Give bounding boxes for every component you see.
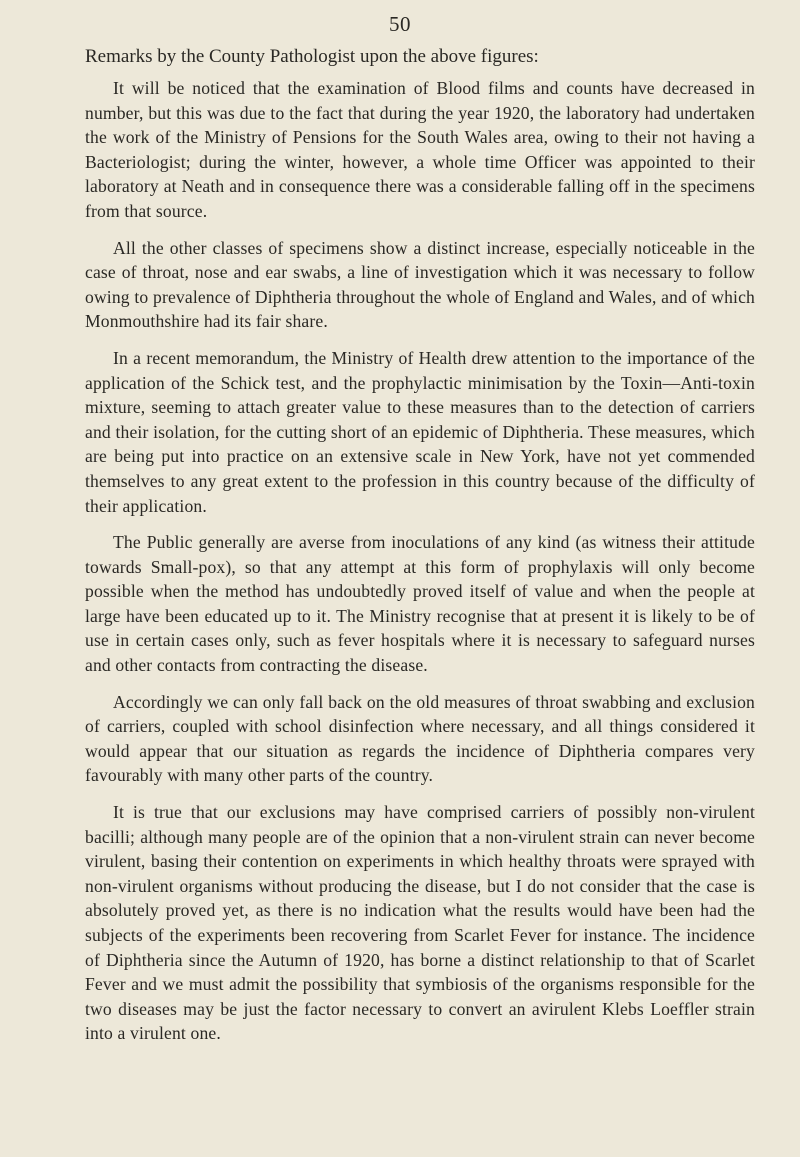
- paragraph-blood-films: It will be noticed that the examination of Blood films and counts have decreased in number, but this was due to the fact that during the year 1920, the laboratory had undertaken the work of the Ministry of Pensions for the South Wales area, owing to their not having a Bacteriologist; during the winter, however, a whole time Officer was appointed to their laboratory at Neath and in consequence there was a considerable falling off in the specimens from that source.: [85, 78, 755, 221]
- paragraph-throat-swabbing: Accordingly we can only fall back on the old measures of throat swabbing and exclusion of carriers, coupled with school disinfection where necessary, and all things considered it would appear that our situation as regards the incidence of Diphtheria compares very favourably with many other parts of the country.: [85, 691, 755, 786]
- section-heading: Remarks by the County Pathologist upon the above figures:: [85, 46, 539, 67]
- paragraph-carriers: It is true that our exclusions may have comprised carriers of possibly non-virulent bacilli; although many people are of the opinion that a non-virulent strain can never become virulent, basing their contention on experiments in which healthy throats were sprayed with non-virulent organisms without producing the disease, but I do not consider that the case is absolutely proved yet, as there is no indication what the results would have been had the subjects of the experiments been recovering from Scarlet Fever for instance. The incidence of Diphtheria since the Autumn of 1920, has borne a distinct relationship to that of Scarlet Fever and we must admit the possibility that symbiosis of the organisms responsible for the two diseases may be just the factor necessary to convert an avirulent Klebs Loeffler strain into a virulent one.: [85, 802, 755, 1044]
- paragraph-specimen-increase: All the other classes of specimens show a distinct increase, especially noticeable in the case of throat, nose and ear swabs, a line of investigation which it was necessary to follow owing to prevalence of Diphtheria throughout the whole of England and Wales, and of which Monmouthshire had its fair share.: [85, 237, 755, 332]
- paragraph-public-inoculation: The Public generally are averse from inoculations of any kind (as witness their attitude towards Small-pox), so that any attempt at this form of prophylaxis will only become possible when the method has undoubtedly proved itself of value and when the people at large have been educated up to it. The Ministry recognise that at present it is likely to be of use in certain cases only, such as fever hospitals where it is necessary to safeguard nurses and other contacts from contracting the disease.: [85, 532, 755, 676]
- body-text: [85, 76, 755, 1058]
- page-number: 50: [389, 12, 411, 36]
- paragraph-schick-test: In a recent memorandum, the Ministry of Health drew attention to the importance of the application of the Schick test, and the prophylactic minimisation by the Toxin—Anti-toxin mixture, seeming to attach greater value to these measures than to the detection of carriers and their isolation, for the cutting short of an epidemic of Diphtheria. These measures, which are being put into practice on an extensive scale in New York, have not yet commended themselves to any great extent to the profession in this country because of the difficulty of their application.: [85, 347, 755, 516]
